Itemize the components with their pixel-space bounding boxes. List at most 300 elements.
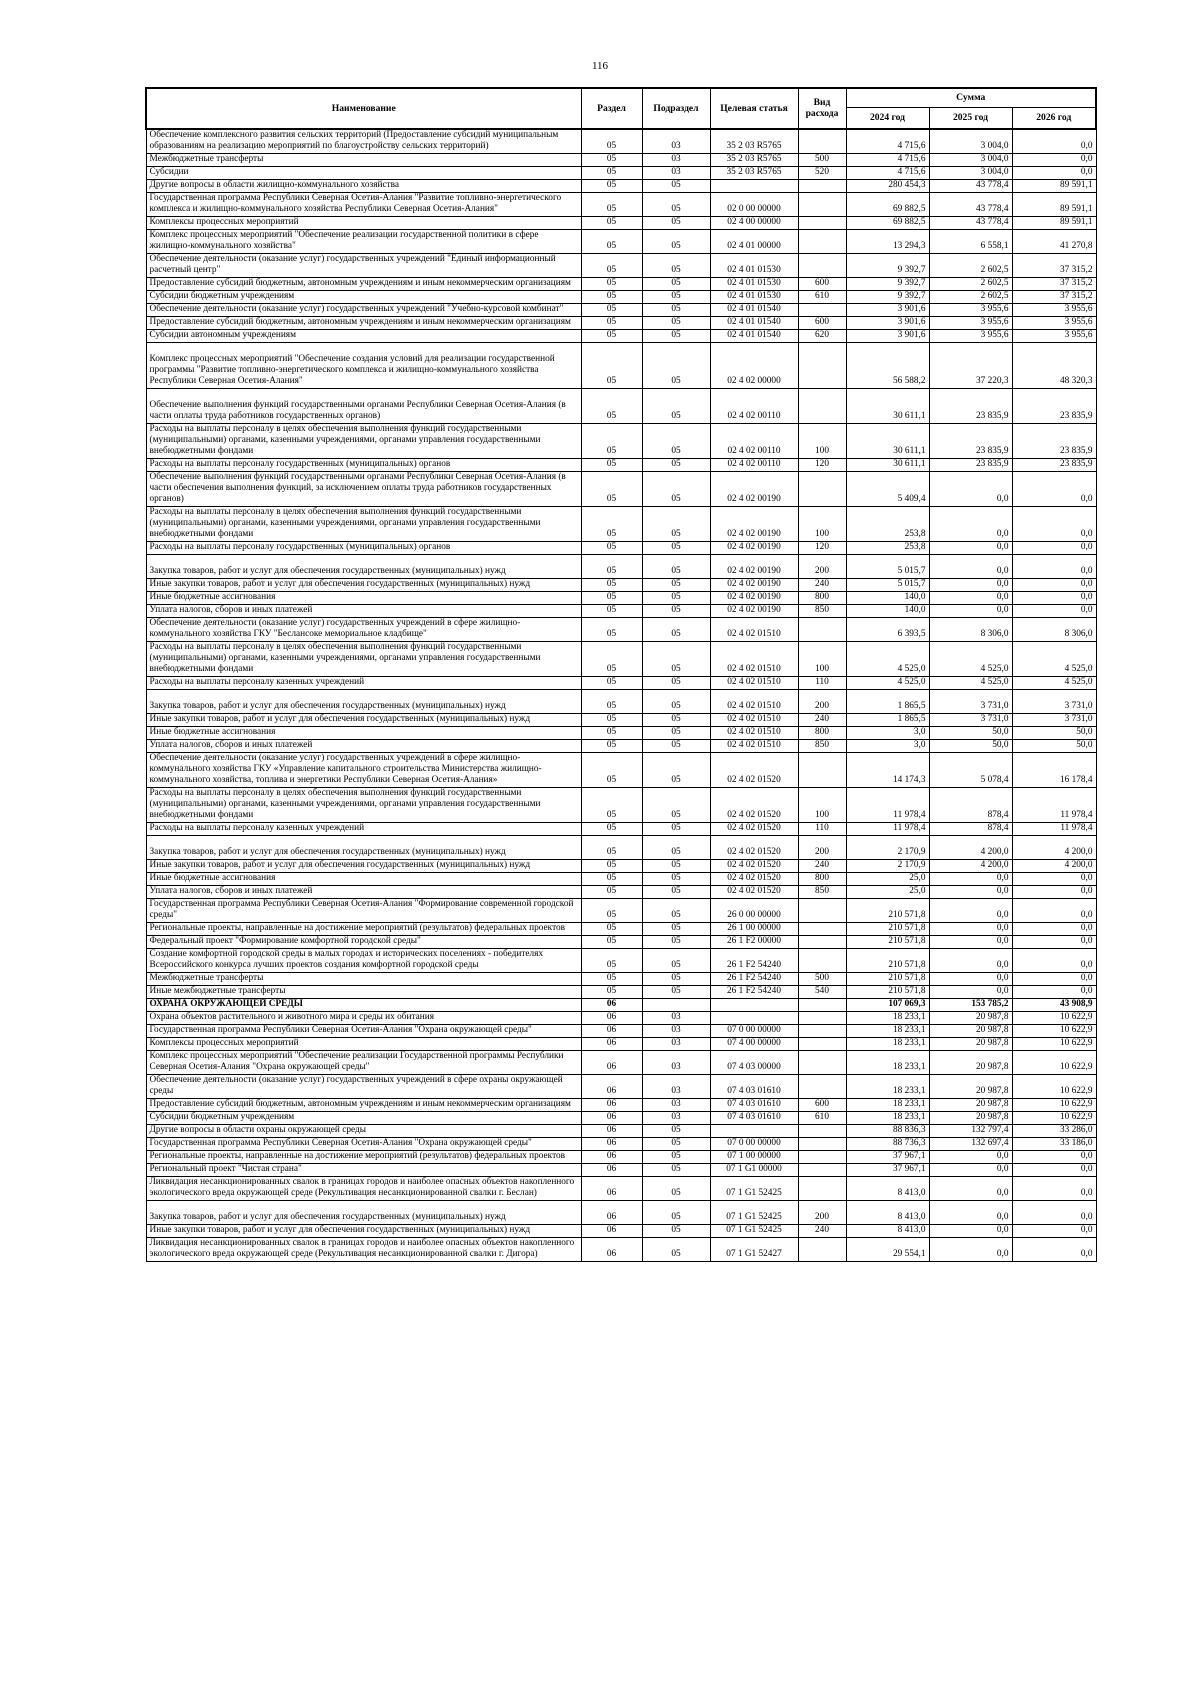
- row-name: Ликвидация несанкционированных свалок в границах городов и наиболее опасных объектов накопленного экологического вреда окружающей среде (Рекультивация несанкционированной свалки г. Беслан): [146, 1177, 581, 1201]
- row-section: 05: [581, 753, 642, 788]
- header-subsection: Подраздел: [642, 88, 710, 129]
- row-subsection: 05: [642, 923, 710, 936]
- row-section: 06: [581, 1075, 642, 1099]
- row-name: Закупка товаров, работ и услуг для обеспечения государственных (муниципальных) нужд: [146, 690, 581, 714]
- row-name: Региональные проекты, направленные на достижение мероприятий (результатов) федеральных проектов: [146, 1151, 581, 1164]
- row-2025: 2 602,5: [929, 291, 1012, 304]
- row-subsection: 03: [642, 1051, 710, 1075]
- row-2024: 9 392,7: [846, 254, 929, 278]
- row-2026: 0,0: [1012, 472, 1096, 507]
- row-name: Федеральный проект "Формирование комфортной городской среды": [146, 936, 581, 949]
- row-name: Государственная программа Республики Северная Осетия-Алания "Охрана окружающей среды": [146, 1025, 581, 1038]
- row-2026: 37 315,2: [1012, 291, 1096, 304]
- row-2025: 43 778,4: [929, 180, 1012, 193]
- table-row: [146, 304, 1096, 317]
- row-2025: 0,0: [929, 507, 1012, 542]
- table-row: [146, 343, 1096, 389]
- row-section: 05: [581, 304, 642, 317]
- row-2025: 0,0: [929, 886, 1012, 899]
- row-subsection: 05: [642, 873, 710, 886]
- row-2024: 37 967,1: [846, 1164, 929, 1177]
- table-row: [146, 642, 1096, 677]
- row-name: Охрана объектов растительного и животного мира и среды их обитания: [146, 1012, 581, 1025]
- row-name: Иные закупки товаров, работ и услуг для обеспечения государственных (муниципальных) нужд: [146, 579, 581, 592]
- row-target: 26 1 F2 00000: [710, 936, 798, 949]
- row-section: 05: [581, 836, 642, 860]
- row-section: 05: [581, 424, 642, 459]
- row-type: [798, 472, 846, 507]
- row-2026: 89 591,1: [1012, 217, 1096, 230]
- row-2024: 4 715,6: [846, 154, 929, 167]
- row-section: 06: [581, 1225, 642, 1238]
- row-type: 610: [798, 1112, 846, 1125]
- row-type: 200: [798, 836, 846, 860]
- table-row: [146, 217, 1096, 230]
- row-2024: 18 233,1: [846, 1025, 929, 1038]
- table-row: [146, 1125, 1096, 1138]
- row-target: 35 2 03 R5765: [710, 129, 798, 154]
- row-2024: 2 170,9: [846, 860, 929, 873]
- row-subsection: 05: [642, 836, 710, 860]
- row-subsection: 05: [642, 542, 710, 555]
- row-name: Ликвидация несанкционированных свалок в границах городов и наиболее опасных объектов накопленного экологического вреда окружающей среде (Рекультивация несанкционированной свалки г. Дигора): [146, 1238, 581, 1262]
- row-2026: 50,0: [1012, 727, 1096, 740]
- table-row: [146, 873, 1096, 886]
- row-section: 05: [581, 154, 642, 167]
- row-type: [798, 899, 846, 923]
- row-2025: 0,0: [929, 605, 1012, 618]
- row-2026: 11 978,4: [1012, 823, 1096, 836]
- row-2025: 878,4: [929, 823, 1012, 836]
- row-2024: 140,0: [846, 592, 929, 605]
- row-2025: 3 004,0: [929, 167, 1012, 180]
- row-target: 02 4 02 01510: [710, 642, 798, 677]
- row-2026: 37 315,2: [1012, 278, 1096, 291]
- row-section: 05: [581, 317, 642, 330]
- row-target: 07 1 G1 52425: [710, 1225, 798, 1238]
- row-2026: 0,0: [1012, 973, 1096, 986]
- row-2024: 18 233,1: [846, 1012, 929, 1025]
- row-section: 05: [581, 936, 642, 949]
- row-2025: 3 955,6: [929, 330, 1012, 343]
- row-2026: 0,0: [1012, 555, 1096, 579]
- row-section: 05: [581, 740, 642, 753]
- row-target: 02 4 02 01510: [710, 714, 798, 727]
- row-2025: 0,0: [929, 1225, 1012, 1238]
- row-subsection: 05: [642, 986, 710, 999]
- table-row: [146, 278, 1096, 291]
- row-section: 06: [581, 1138, 642, 1151]
- row-2026: 23 835,9: [1012, 389, 1096, 424]
- row-name: Обеспечение выполнения функций государственными органами Республики Северная Осетия-Алания (в части обеспечения выполнения функций, за исключением оплаты труда работников государственных органов): [146, 472, 581, 507]
- row-name: Расходы на выплаты персоналу государственных (муниципальных) органов: [146, 459, 581, 472]
- table-row: [146, 714, 1096, 727]
- row-target: 02 4 02 01510: [710, 690, 798, 714]
- row-type: 850: [798, 605, 846, 618]
- row-2026: 4 525,0: [1012, 677, 1096, 690]
- row-2025: 50,0: [929, 727, 1012, 740]
- row-target: 02 4 02 00190: [710, 472, 798, 507]
- row-type: 100: [798, 788, 846, 823]
- row-2025: 0,0: [929, 923, 1012, 936]
- row-name: Обеспечение комплексного развития сельских территорий (Предоставление субсидий муниципальным образованиям на реализацию мероприятий по благоустройству сельских территорий): [146, 129, 581, 154]
- row-type: 800: [798, 727, 846, 740]
- row-target: 02 4 01 01530: [710, 254, 798, 278]
- row-2024: 18 233,1: [846, 1099, 929, 1112]
- row-2024: 29 554,1: [846, 1238, 929, 1262]
- row-name: Комплекс процессных мероприятий "Обеспечение реализации Государственной программы Республики Северная Осетия-Алания "Охрана окружающей среды": [146, 1051, 581, 1075]
- row-section: 05: [581, 860, 642, 873]
- row-section: 05: [581, 642, 642, 677]
- row-2024: 9 392,7: [846, 278, 929, 291]
- row-target: 26 1 00 00000: [710, 923, 798, 936]
- row-target: 07 0 00 00000: [710, 1138, 798, 1151]
- row-2024: 4 715,6: [846, 167, 929, 180]
- row-2025: 0,0: [929, 592, 1012, 605]
- row-target: [710, 999, 798, 1012]
- row-section: 06: [581, 1238, 642, 1262]
- row-section: 05: [581, 727, 642, 740]
- row-name: Комплексы процессных мероприятий: [146, 217, 581, 230]
- row-type: 800: [798, 873, 846, 886]
- table-row: [146, 507, 1096, 542]
- row-target: 02 4 02 01510: [710, 618, 798, 642]
- row-section: 05: [581, 949, 642, 973]
- row-2025: 37 220,3: [929, 343, 1012, 389]
- table-row: [146, 1225, 1096, 1238]
- row-2025: 0,0: [929, 973, 1012, 986]
- table-row: [146, 1012, 1096, 1025]
- row-type: [798, 343, 846, 389]
- row-name: Иные межбюджетные трансферты: [146, 986, 581, 999]
- header-name: Наименование: [146, 88, 581, 129]
- row-subsection: 05: [642, 1201, 710, 1225]
- row-2024: 8 413,0: [846, 1177, 929, 1201]
- row-name: Обеспечение деятельности (оказание услуг) государственных учреждений в сфере жилищно-коммунального хозяйства ГКУ "Беслансоке мемориальное кладбище": [146, 618, 581, 642]
- row-2025: 0,0: [929, 986, 1012, 999]
- row-type: [798, 1075, 846, 1099]
- row-subsection: 05: [642, 291, 710, 304]
- table-row: [146, 180, 1096, 193]
- row-name: Межбюджетные трансферты: [146, 154, 581, 167]
- row-type: [798, 230, 846, 254]
- page-number: 116: [591, 60, 609, 72]
- row-subsection: 03: [642, 1025, 710, 1038]
- row-type: [798, 1238, 846, 1262]
- row-name: Субсидии: [146, 167, 581, 180]
- row-2025: 50,0: [929, 740, 1012, 753]
- row-subsection: 05: [642, 217, 710, 230]
- row-name: Расходы на выплаты персоналу казенных учреждений: [146, 823, 581, 836]
- row-2026: 4 200,0: [1012, 836, 1096, 860]
- row-2025: 0,0: [929, 579, 1012, 592]
- table-row: [146, 923, 1096, 936]
- row-subsection: 03: [642, 1012, 710, 1025]
- row-2024: 4 525,0: [846, 677, 929, 690]
- row-type: 100: [798, 424, 846, 459]
- row-2026: 8 306,0: [1012, 618, 1096, 642]
- row-2026: 41 270,8: [1012, 230, 1096, 254]
- row-subsection: 05: [642, 317, 710, 330]
- row-2024: 1 865,5: [846, 714, 929, 727]
- row-subsection: 05: [642, 193, 710, 217]
- row-2026: 16 178,4: [1012, 753, 1096, 788]
- row-2025: 3 955,6: [929, 317, 1012, 330]
- row-target: 07 4 00 00000: [710, 1038, 798, 1051]
- row-name: Уплата налогов, сборов и иных платежей: [146, 886, 581, 899]
- row-target: 35 2 03 R5765: [710, 167, 798, 180]
- row-2026: 0,0: [1012, 542, 1096, 555]
- header-sum: Сумма: [846, 88, 1096, 108]
- row-2025: 43 778,4: [929, 193, 1012, 217]
- row-target: 02 4 02 00190: [710, 579, 798, 592]
- row-section: 05: [581, 254, 642, 278]
- row-section: 06: [581, 1099, 642, 1112]
- table-row: [146, 836, 1096, 860]
- row-target: 02 0 00 00000: [710, 193, 798, 217]
- table-row: [146, 860, 1096, 873]
- budget-table: [145, 87, 1097, 1262]
- row-2025: 0,0: [929, 1201, 1012, 1225]
- row-2026: 10 622,9: [1012, 1051, 1096, 1075]
- row-2026: 43 908,9: [1012, 999, 1096, 1012]
- row-2024: 30 611,1: [846, 424, 929, 459]
- row-subsection: 05: [642, 330, 710, 343]
- row-section: 05: [581, 193, 642, 217]
- row-section: 05: [581, 542, 642, 555]
- row-2025: 20 987,8: [929, 1025, 1012, 1038]
- row-2024: 3,0: [846, 727, 929, 740]
- row-section: 06: [581, 1025, 642, 1038]
- row-type: [798, 1038, 846, 1051]
- row-2026: 0,0: [1012, 949, 1096, 973]
- row-section: 05: [581, 555, 642, 579]
- row-2025: 0,0: [929, 899, 1012, 923]
- row-subsection: 05: [642, 690, 710, 714]
- row-2024: 2 170,9: [846, 836, 929, 860]
- row-section: 06: [581, 1151, 642, 1164]
- row-subsection: [642, 999, 710, 1012]
- row-2025: 0,0: [929, 1177, 1012, 1201]
- row-section: 05: [581, 507, 642, 542]
- row-subsection: 05: [642, 740, 710, 753]
- row-name: Другие вопросы в области охраны окружающей среды: [146, 1125, 581, 1138]
- row-subsection: 05: [642, 1177, 710, 1201]
- row-target: 02 4 01 01540: [710, 330, 798, 343]
- row-2025: 132 797,4: [929, 1125, 1012, 1138]
- row-2026: 10 622,9: [1012, 1025, 1096, 1038]
- row-2024: 30 611,1: [846, 459, 929, 472]
- row-section: 06: [581, 1112, 642, 1125]
- table-row: [146, 230, 1096, 254]
- row-type: [798, 1138, 846, 1151]
- row-type: [798, 304, 846, 317]
- row-2026: 33 186,0: [1012, 1138, 1096, 1151]
- row-section: 05: [581, 986, 642, 999]
- row-name: Обеспечение деятельности (оказание услуг) государственных учреждений "Учебно-курсовой комбинат": [146, 304, 581, 317]
- table-row: [146, 424, 1096, 459]
- row-type: [798, 389, 846, 424]
- row-type: [798, 1151, 846, 1164]
- row-2026: 0,0: [1012, 1201, 1096, 1225]
- header-target: Целевая статья: [710, 88, 798, 129]
- row-2024: 11 978,4: [846, 788, 929, 823]
- row-type: 600: [798, 1099, 846, 1112]
- row-subsection: 05: [642, 389, 710, 424]
- row-name: Комплексы процессных мероприятий: [146, 1038, 581, 1051]
- row-type: 500: [798, 973, 846, 986]
- row-subsection: 05: [642, 1164, 710, 1177]
- row-subsection: 05: [642, 472, 710, 507]
- row-2024: 18 233,1: [846, 1075, 929, 1099]
- row-type: [798, 1164, 846, 1177]
- row-type: 800: [798, 592, 846, 605]
- row-target: 02 4 02 00190: [710, 555, 798, 579]
- row-type: [798, 1125, 846, 1138]
- row-target: 02 4 02 01510: [710, 677, 798, 690]
- row-2025: 0,0: [929, 1238, 1012, 1262]
- row-2025: 878,4: [929, 788, 1012, 823]
- row-2026: 0,0: [1012, 579, 1096, 592]
- row-name: Иные бюджетные ассигнования: [146, 727, 581, 740]
- row-target: 02 4 02 01520: [710, 836, 798, 860]
- row-target: 02 4 02 01520: [710, 860, 798, 873]
- table-row: [146, 823, 1096, 836]
- table-row: [146, 459, 1096, 472]
- row-subsection: 05: [642, 507, 710, 542]
- row-2024: 5 409,4: [846, 472, 929, 507]
- row-subsection: 05: [642, 642, 710, 677]
- row-subsection: 03: [642, 1075, 710, 1099]
- row-target: 07 4 03 00000: [710, 1051, 798, 1075]
- row-2025: 20 987,8: [929, 1038, 1012, 1051]
- row-section: 05: [581, 579, 642, 592]
- row-2024: 5 015,7: [846, 555, 929, 579]
- row-type: 110: [798, 677, 846, 690]
- row-2025: 4 200,0: [929, 860, 1012, 873]
- row-2026: 11 978,4: [1012, 788, 1096, 823]
- table-row: [146, 472, 1096, 507]
- row-name: Обеспечение выполнения функций государственными органами Республики Северная Осетия-Алания (в части оплаты труда работников государственных органов): [146, 389, 581, 424]
- row-target: 02 4 01 01540: [710, 304, 798, 317]
- row-section: 05: [581, 690, 642, 714]
- row-section: 05: [581, 923, 642, 936]
- row-name: Обеспечение деятельности (оказание услуг) государственных учреждений "Единый информационный расчетный центр": [146, 254, 581, 278]
- row-name: Уплата налогов, сборов и иных платежей: [146, 740, 581, 753]
- row-section: 05: [581, 592, 642, 605]
- row-2024: 253,8: [846, 542, 929, 555]
- table-row: [146, 330, 1096, 343]
- row-section: 05: [581, 823, 642, 836]
- row-2025: 3 731,0: [929, 714, 1012, 727]
- row-2024: 8 413,0: [846, 1201, 929, 1225]
- row-subsection: 05: [642, 230, 710, 254]
- row-2024: 69 882,5: [846, 217, 929, 230]
- row-target: 07 1 G1 00000: [710, 1164, 798, 1177]
- row-2026: 0,0: [1012, 1177, 1096, 1201]
- row-target: 02 4 02 00190: [710, 592, 798, 605]
- table-row: [146, 886, 1096, 899]
- row-type: 200: [798, 690, 846, 714]
- row-section: 05: [581, 886, 642, 899]
- row-2025: 0,0: [929, 1151, 1012, 1164]
- table-row: [146, 788, 1096, 823]
- row-2026: 3 731,0: [1012, 690, 1096, 714]
- row-name: Предоставление субсидий бюджетным, автономным учреждениям и иным некоммерческим организациям: [146, 278, 581, 291]
- table-body: [146, 129, 1096, 1262]
- row-subsection: 05: [642, 973, 710, 986]
- table-row: [146, 1075, 1096, 1099]
- row-subsection: 05: [642, 304, 710, 317]
- row-target: 07 4 03 01610: [710, 1112, 798, 1125]
- row-section: 05: [581, 605, 642, 618]
- row-name: Иные закупки товаров, работ и услуг для обеспечения государственных (муниципальных) нужд: [146, 714, 581, 727]
- row-2024: 13 294,3: [846, 230, 929, 254]
- table-row: [146, 579, 1096, 592]
- table-row: [146, 291, 1096, 304]
- row-target: 02 4 02 01510: [710, 740, 798, 753]
- row-2024: 4 525,0: [846, 642, 929, 677]
- row-name: Создание комфортной городской среды в малых городах и исторических поселениях - победителях Всероссийского конкурса лучших проектов создания комфортной городской среды: [146, 949, 581, 973]
- row-2026: 10 622,9: [1012, 1038, 1096, 1051]
- row-target: 07 4 03 01610: [710, 1075, 798, 1099]
- row-subsection: 03: [642, 129, 710, 154]
- row-section: 05: [581, 129, 642, 154]
- row-2026: 0,0: [1012, 923, 1096, 936]
- row-2024: 210 571,8: [846, 923, 929, 936]
- header-2025: 2025 год: [929, 108, 1012, 130]
- row-2026: 3 955,6: [1012, 317, 1096, 330]
- row-type: 100: [798, 507, 846, 542]
- row-2026: 3 731,0: [1012, 714, 1096, 727]
- row-2025: 20 987,8: [929, 1012, 1012, 1025]
- row-section: 05: [581, 217, 642, 230]
- row-target: 02 4 02 00190: [710, 507, 798, 542]
- row-target: 26 1 F2 54240: [710, 986, 798, 999]
- row-2025: 23 835,9: [929, 459, 1012, 472]
- row-2026: 89 591,1: [1012, 180, 1096, 193]
- row-2026: 0,0: [1012, 899, 1096, 923]
- row-2024: 18 233,1: [846, 1038, 929, 1051]
- row-2025: 0,0: [929, 873, 1012, 886]
- row-subsection: 05: [642, 714, 710, 727]
- row-name: Государственная программа Республики Северная Осетия-Алания "Охрана окружающей среды": [146, 1138, 581, 1151]
- row-2026: 4 200,0: [1012, 860, 1096, 873]
- row-2025: 2 602,5: [929, 278, 1012, 291]
- header-type: Вид расхода: [798, 88, 846, 129]
- row-section: 05: [581, 714, 642, 727]
- row-2026: 0,0: [1012, 873, 1096, 886]
- row-2026: 10 622,9: [1012, 1012, 1096, 1025]
- row-2024: 3 901,6: [846, 317, 929, 330]
- row-target: 02 4 02 00110: [710, 424, 798, 459]
- table-header: [146, 88, 1096, 129]
- row-subsection: 05: [642, 278, 710, 291]
- row-section: 06: [581, 999, 642, 1012]
- row-name: Субсидии бюджетным учреждениям: [146, 1112, 581, 1125]
- row-2025: 0,0: [929, 1164, 1012, 1177]
- row-subsection: 03: [642, 154, 710, 167]
- row-2026: 89 591,1: [1012, 193, 1096, 217]
- row-2025: 0,0: [929, 555, 1012, 579]
- row-2025: 0,0: [929, 472, 1012, 507]
- table-row: [146, 753, 1096, 788]
- row-type: 540: [798, 986, 846, 999]
- table-row: [146, 1051, 1096, 1075]
- row-subsection: 05: [642, 343, 710, 389]
- row-2024: 11 978,4: [846, 823, 929, 836]
- row-subsection: 05: [642, 618, 710, 642]
